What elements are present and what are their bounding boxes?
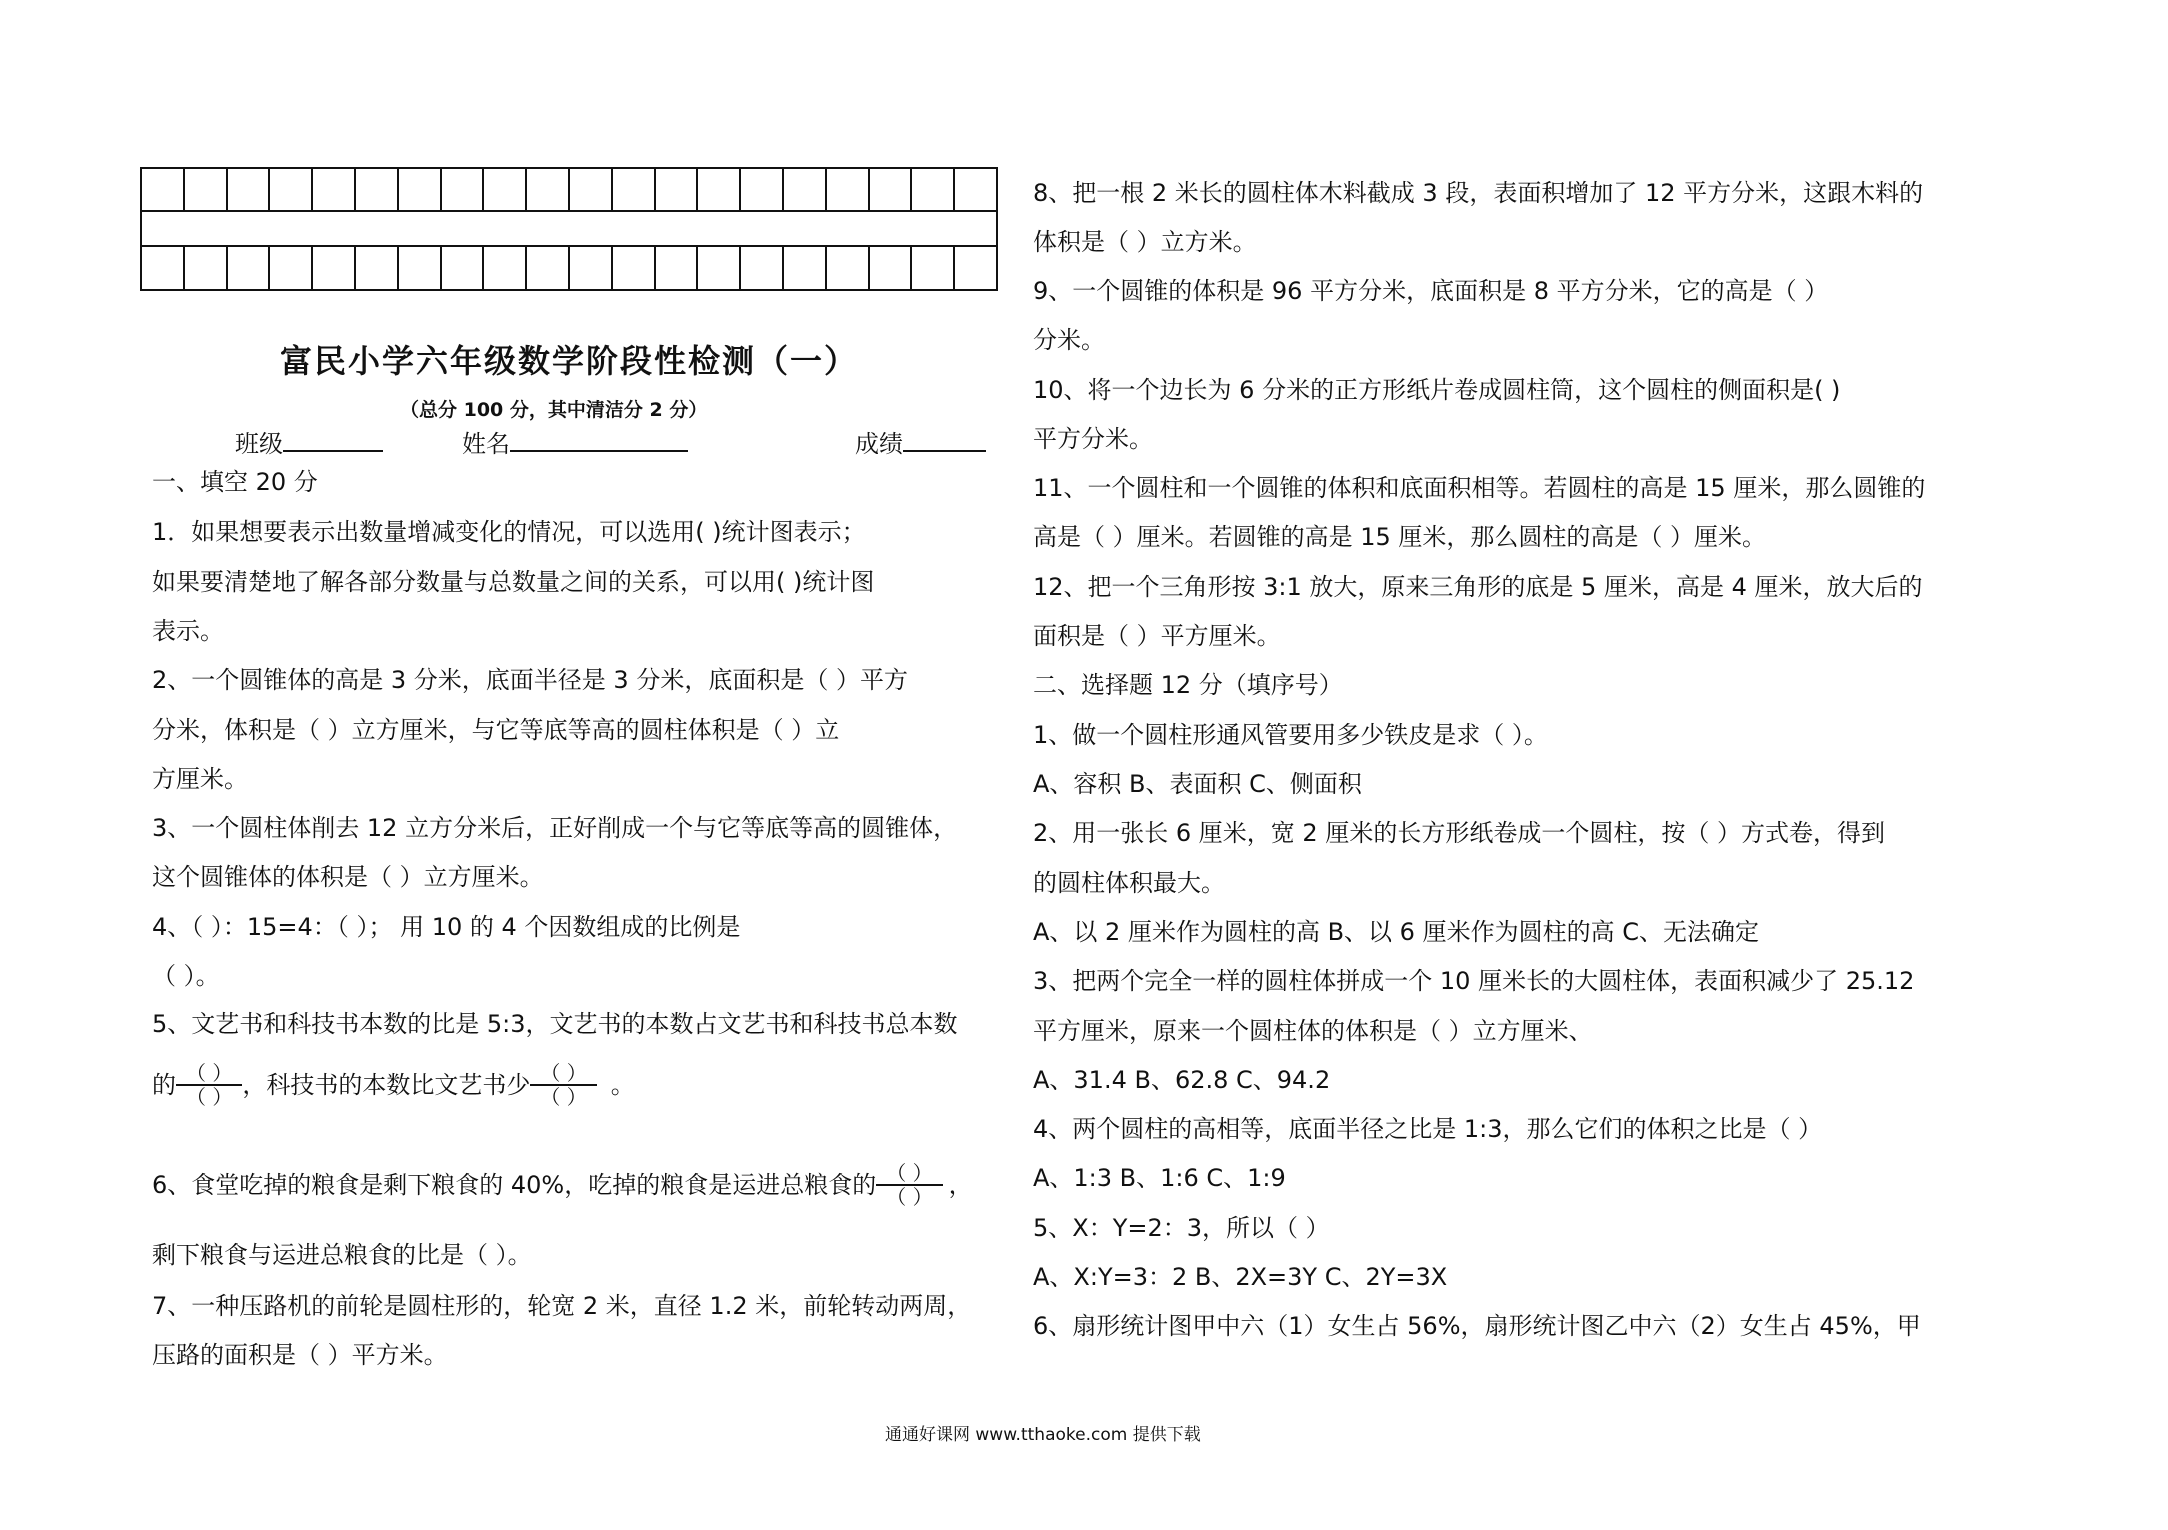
q2-line-1: 2、一个圆锥体的高是 3 分米，底面半径是 3 分米，底面积是（ ）平方 [152, 666, 908, 694]
mc2-line-2: 的圆柱体积最大。 [1033, 869, 1225, 897]
mc3-line-1: 3、把两个完全一样的圆柱体拼成一个 10 厘米长的大圆柱体，表面积减少了 25.12 [1033, 967, 1915, 995]
q11-line-1: 11、一个圆柱和一个圆锥的体积和底面积相等。若圆柱的高是 15 厘米，那么圆锥的 [1033, 474, 1926, 502]
q12-line-2: 面积是（ ）平方厘米。 [1033, 622, 1281, 650]
q4-line-2: （ ）。 [152, 962, 220, 990]
mc2-options: A、以 2 厘米作为圆柱的高 B、以 6 厘米作为圆柱的高 C、无法确定 [1033, 918, 1759, 946]
mc5-options: A、X:Y=3：2 B、2X=3Y C、2Y=3X [1033, 1263, 1448, 1291]
q2-line-3: 方厘米。 [152, 765, 248, 793]
mc1-options: A、容积 B、表面积 C、侧面积 [1033, 770, 1362, 798]
q6-line-2: 剩下粮食与运进总粮食的比是（ ）。 [152, 1241, 532, 1269]
q4-line-1: 4、（ ）：15=4：（ ）； 用 10 的 4 个因数组成的比例是 [152, 913, 741, 941]
page-subtitle: （总分 100 分，其中清洁分 2 分） [400, 399, 708, 421]
q11-line-2: 高是（ ）厘米。若圆锥的高是 15 厘米，那么圆柱的高是（ ）厘米。 [1033, 523, 1767, 551]
section-heading-choice: 二、选择题 12 分（填序号） [1033, 671, 1343, 699]
q9-line-1: 9、一个圆锥的体积是 96 平方分米，底面积是 8 平方分米，它的高是（ ） [1033, 277, 1829, 305]
q3-line-1: 3、一个圆柱体削去 12 立方分米后，正好削成一个与它等底等高的圆锥体， [152, 814, 958, 842]
q6-line-1: 6、食堂吃掉的粮食是剩下粮食的 40%，吃掉的粮食是运进总粮食的 $\frac{( )}{( )}$ ， [152, 1161, 973, 1209]
q5-line-1: 5、文艺书和科技书本数的比是 5:3，文艺书的本数占文艺书和科技书总本数 [152, 1010, 958, 1038]
q1-line-2: 如果要清楚地了解各部分数量与总数量之间的关系，可以用( )统计图 [152, 568, 875, 596]
section-heading-fill: 一、填空 20 分 [152, 468, 318, 496]
grid-row-top [142, 169, 996, 212]
q12-line-1: 12、把一个三角形按 3:1 放大，原来三角形的底是 5 厘米，高是 4 厘米，放大后的 [1033, 573, 1923, 601]
mc6-line-1: 6、扇形统计图甲中六（1）女生占 56%，扇形统计图乙中六（2）女生占 45%，甲 [1033, 1312, 1921, 1340]
q8-line-2: 体积是（ ）立方米。 [1033, 228, 1257, 256]
q8-line-1: 8、把一根 2 米长的圆柱体木料截成 3 段，表面积增加了 12 平方分米，这跟木料的 [1033, 179, 1924, 207]
q10-line-1: 10、将一个边长为 6 分米的正方形纸片卷成圆柱筒，这个圆柱的侧面积是( ) [1033, 376, 1841, 404]
mc2-line-1: 2、用一张长 6 厘米，宽 2 厘米的长方形纸卷成一个圆柱，按（ ）方式卷，得到 [1033, 819, 1885, 847]
grid-row-bottom [142, 247, 996, 291]
q5-fraction-2[interactable]: $\frac{( )}{( )}$ [530, 1062, 596, 1108]
footer-credit: 通通好课网 www.tthaoke.com 提供下载 [885, 1425, 1201, 1445]
mc5-line-1: 5、X：Y=2：3，所以（ ） [1033, 1214, 1330, 1242]
q7-line-1: 7、一种压路机的前轮是圆柱形的，轮宽 2 米，直径 1.2 米，前轮转动两周， [152, 1292, 972, 1320]
q6-fraction[interactable]: $\frac{( )}{( )}$ [876, 1162, 942, 1208]
answer-grid [140, 167, 998, 291]
mc3-line-2: 平方厘米，原来一个圆柱体的体积是（ ）立方厘米、 [1033, 1017, 1593, 1045]
class-field[interactable]: 班级 [235, 424, 383, 461]
q9-line-2: 分米。 [1033, 326, 1105, 354]
q1-line-3: 表示。 [152, 617, 224, 645]
q7-line-2: 压路的面积是（ ）平方米。 [152, 1341, 448, 1369]
q10-line-2: 平方分米。 [1033, 425, 1153, 453]
mc1-line-1: 1、做一个圆柱形通风管要用多少铁皮是求（ ）。 [1033, 721, 1548, 749]
page-title: 富民小学六年级数学阶段性检测（一） [280, 342, 859, 380]
mc3-options: A、31.4 B、62.8 C、94.2 [1033, 1066, 1331, 1094]
q5-fraction-1[interactable]: $\frac{( )}{( )}$ [176, 1062, 242, 1108]
grid-row-middle [142, 212, 996, 247]
score-field[interactable]: 成绩 [855, 424, 986, 461]
mc4-options: A、1:3 B、1:6 C、1:9 [1033, 1164, 1286, 1192]
q2-line-2: 分米，体积是（ ）立方厘米，与它等底等高的圆柱体积是（ ）立 [152, 716, 840, 744]
q5-line-2: 的 $\frac{( )}{( )}$ ，科技书的本数比文艺书少 $\frac{( )}{( )}$ 。 [152, 1061, 635, 1109]
name-field[interactable]: 姓名 [462, 424, 688, 461]
mc4-line-1: 4、两个圆柱的高相等，底面半径之比是 1:3，那么它们的体积之比是（ ） [1033, 1115, 1823, 1143]
q3-line-2: 这个圆锥体的体积是（ ）立方厘米。 [152, 863, 544, 891]
q1-line-1: 1．如果想要表示出数量增减变化的情况，可以选用( )统计图表示； [152, 518, 866, 546]
